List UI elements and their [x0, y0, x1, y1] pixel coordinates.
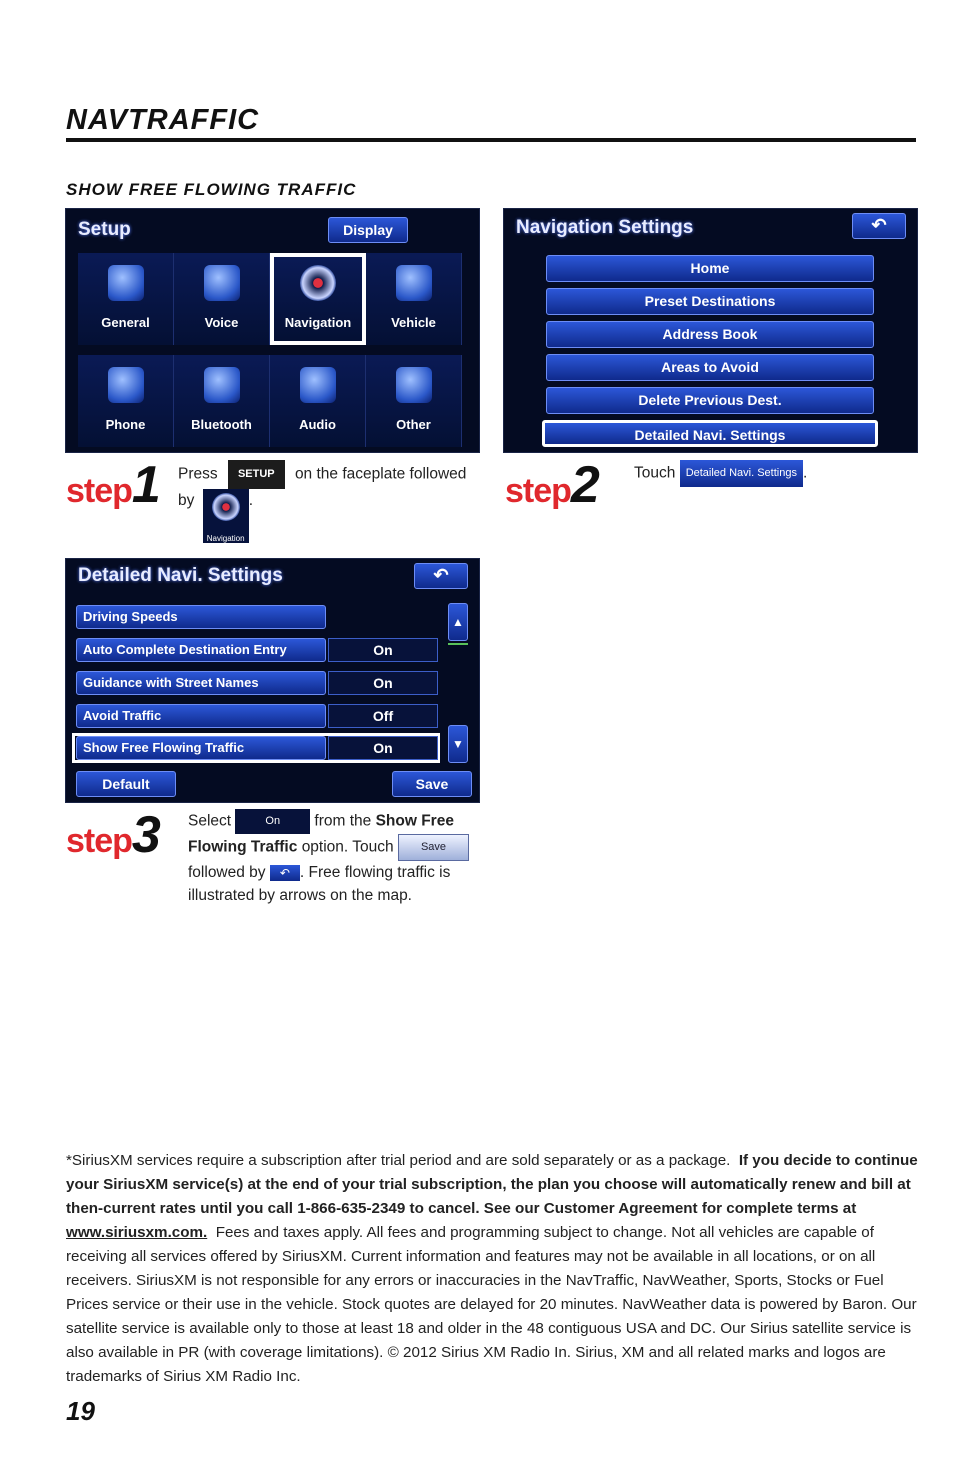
step-1-heading: step1 — [66, 456, 161, 514]
phone-icon — [108, 367, 144, 403]
scrollbar-indicator — [448, 643, 468, 645]
tile-bluetooth[interactable]: Bluetooth — [174, 355, 270, 447]
detailed-navi-settings-screen — [65, 558, 480, 803]
music-note-icon — [300, 367, 336, 403]
tile-phone[interactable]: Phone — [78, 355, 174, 447]
guidance-street-names-value[interactable]: On — [328, 671, 438, 695]
tile-general[interactable]: General — [78, 253, 174, 345]
back-arrow-icon: ↶ — [270, 865, 300, 881]
detailed-navi-settings-chip: Detailed Navi. Settings — [680, 460, 803, 487]
tile-voice[interactable]: Voice — [174, 253, 270, 345]
show-free-flowing-value[interactable]: On — [328, 736, 438, 760]
scroll-down-button[interactable]: ▼ — [448, 725, 468, 763]
tile-audio[interactable]: Audio — [270, 355, 366, 447]
page-number: 19 — [66, 1396, 95, 1426]
row-auto-complete[interactable]: Auto Complete Destination Entry — [76, 638, 326, 662]
row-avoid-traffic[interactable]: Avoid Traffic — [76, 704, 326, 728]
compass-icon — [300, 265, 336, 301]
setup-button-chip: SETUP — [228, 460, 285, 489]
tile-other[interactable]: Other — [366, 355, 462, 447]
step-1-instruction: Press SETUP on the faceplate followed by Navigation . — [178, 460, 478, 543]
nav-item-preset-destinations[interactable]: Preset Destinations — [546, 288, 874, 315]
setup-screen-title: Setup — [78, 219, 131, 240]
nav-item-delete-previous-dest[interactable]: Delete Previous Dest. — [546, 387, 874, 414]
section-subtitle: SHOW FREE FLOWING TRAFFIC — [66, 180, 357, 199]
car-icon — [396, 265, 432, 301]
nav-item-home[interactable]: Home — [546, 255, 874, 282]
legal-disclaimer: *SiriusXM services require a subscription after trial period and are sold separately or as a package. If you decide to continue your SiriusXM service(s) at the end of your trial subscription, the plan you choose will automatically renew and bill at then-current rates until you call 1-866-635-2349 to cancel. See our Customer Agreement for complete terms at www.siriusxm.com. Fees and taxes apply. All fees and programming subject to change. Not all vehicles are capable of receiving all services offered by SiriusXM. Current information and features may not be available in all locations, or on all receivers. SiriusXM is not responsible for any errors or inaccuracies in the NavTraffic, NavWeather, Sports, Stocks or Fuel Prices service or their use in the vehicle. Stock quotes are delayed for 20 minutes. NavWeather data is powered by Baron. Our satellite service is available only to those at least 18 and older in the 48 contiguous USA and DC. Our Sirius satellite service is also available in PR (with coverage limitations). © 2012 Sirius XM Radio In. Sirius, XM and all related marks and logos are trademarks of Sirius XM Radio Inc. — [66, 1152, 918, 1385]
general-icon — [108, 265, 144, 301]
navigation-settings-title: Navigation Settings — [516, 217, 694, 238]
scroll-up-button[interactable]: ▲ — [448, 603, 468, 641]
save-button-chip: Save — [398, 834, 469, 861]
bluetooth-icon — [204, 367, 240, 403]
step-3-instruction: Select On from the Show Free Flowing Traffic option. Touch Save followed by ↶ . Free flowing traffic is illustrated by arrows on the map. — [188, 809, 480, 907]
auto-complete-value[interactable]: On — [328, 638, 438, 662]
row-driving-speeds[interactable]: Driving Speeds — [76, 605, 326, 629]
nav-item-areas-to-avoid[interactable]: Areas to Avoid — [546, 354, 874, 381]
tile-vehicle[interactable]: Vehicle — [366, 253, 462, 345]
on-button-chip: On — [235, 809, 310, 834]
row-guidance-street-names[interactable]: Guidance with Street Names — [76, 671, 326, 695]
speaker-icon — [204, 265, 240, 301]
detailed-navi-settings-title: Detailed Navi. Settings — [78, 565, 283, 586]
back-button[interactable]: ↶ — [414, 563, 468, 589]
nav-item-address-book[interactable]: Address Book — [546, 321, 874, 348]
default-button[interactable]: Default — [76, 771, 176, 797]
nav-item-detailed-navi-settings[interactable]: Detailed Navi. Settings — [542, 420, 878, 447]
step-3-heading: step3 — [66, 806, 161, 864]
save-button[interactable]: Save — [392, 771, 472, 797]
step-2-heading: step2 — [505, 456, 600, 514]
step-2-instruction: Touch Detailed Navi. Settings . — [634, 460, 914, 487]
tile-navigation[interactable]: Navigation — [270, 253, 366, 345]
siriusxm-link[interactable]: www.siriusxm.com. — [66, 1224, 208, 1241]
back-button[interactable]: ↶ — [852, 213, 906, 239]
navigation-settings-screen — [503, 208, 918, 453]
avoid-traffic-value[interactable]: Off — [328, 704, 438, 728]
other-icon — [396, 367, 432, 403]
row-show-free-flowing-traffic[interactable]: Show Free Flowing Traffic — [76, 736, 326, 760]
compass-icon — [212, 493, 240, 521]
title-rule — [66, 138, 916, 142]
page-title: NAVTRAFFIC — [66, 104, 260, 136]
setup-screen — [65, 208, 480, 453]
display-button[interactable]: Display — [328, 217, 408, 243]
navigation-icon-chip: Navigation — [203, 489, 249, 543]
